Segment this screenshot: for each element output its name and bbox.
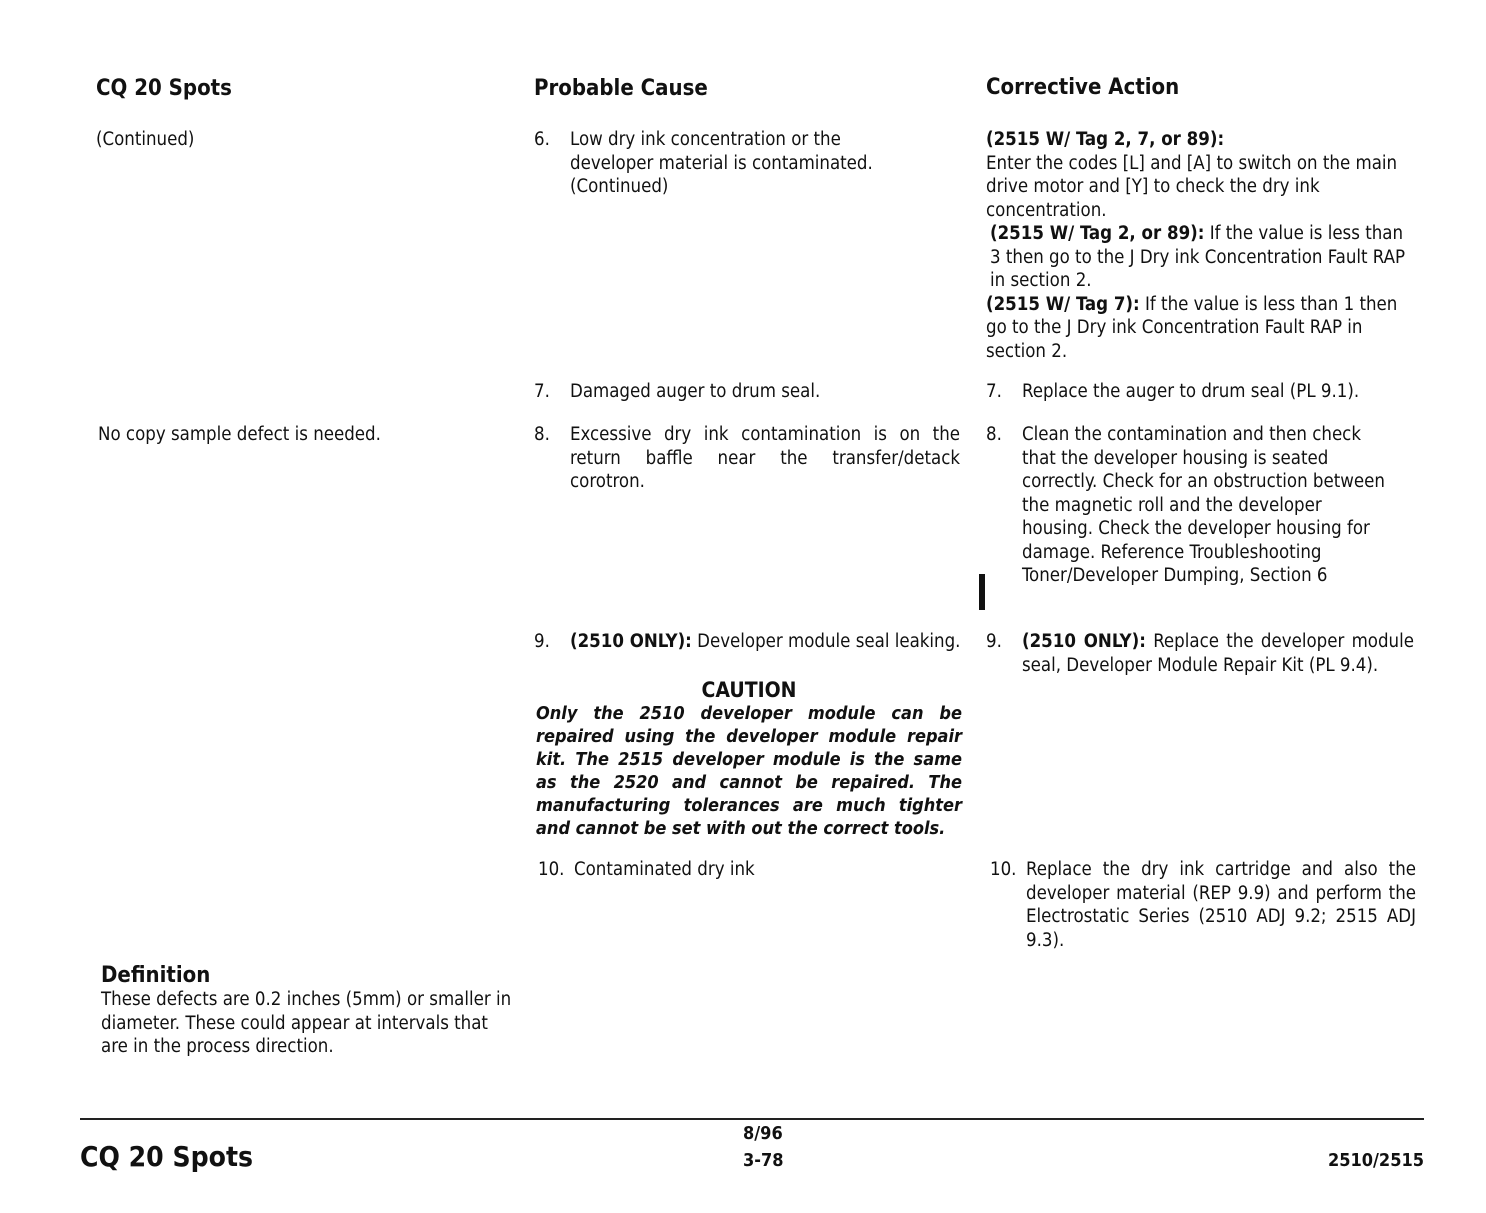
cause-number: 8. [534, 424, 550, 445]
action-number: 10. [990, 859, 1017, 880]
cause-item-8 [534, 423, 960, 494]
action-text: Enter the codes [L] and [A] to switch on the main drive motor and [Y] to check the dry ink concentration. [986, 152, 1398, 221]
cause-item-9 [534, 630, 962, 654]
change-bar [979, 574, 985, 610]
definition-title: Definition [101, 963, 211, 988]
definition-block [101, 963, 519, 1059]
action-text: If the value is less than 3 then go to the J Dry ink Concentration Fault RAP in section 2. [990, 223, 1406, 291]
no-sample-note: No copy sample defect is needed. [98, 424, 381, 445]
action-text: Clean the contamination and then check that the developer housing is seated correctly. Check for an obstruction between the magnetic roll and the developer housing. Check the developer housing for damage. Reference Troubleshooting Toner/Developer Dumping, Section 6 [1022, 424, 1385, 586]
action-item-7 [986, 380, 1416, 404]
cause-number: 10. [538, 859, 565, 880]
action-tag: (2515 W/ Tag 7): [986, 293, 1140, 315]
cause-text: Damaged auger to drum seal. [570, 381, 821, 402]
cause-number: 9. [534, 631, 550, 652]
action-tag: (2515 W/ Tag 2, 7, or 89): [986, 129, 1225, 150]
footer-model: 2510/2515 [1327, 1150, 1424, 1171]
column-header-symptom: CQ 20 Spots [96, 76, 232, 101]
cause-item-7 [534, 380, 964, 404]
definition-text: These defects are 0.2 inches (5mm) or smaller in diameter. These could appear at intervals that are in the process direction. [101, 989, 512, 1057]
footer-rule [80, 1118, 1424, 1120]
action-text: Replace the dry ink cartridge and also the developer material (REP 9.9) and perform the Electrostatic Series (2510 ADJ 9.2; 2515 ADJ 9.3). [1026, 859, 1416, 951]
action-text: If the value is less than 1 then go to the J Dry ink Concentration Fault RAP in section 2. [986, 293, 1398, 362]
cause-number: 6. [534, 129, 550, 150]
cause-item-10 [538, 858, 964, 882]
action-number: 9. [986, 631, 1002, 652]
cause-text: Developer module seal leaking. [697, 631, 961, 652]
action-number: 8. [986, 424, 1002, 445]
column-header-probable-cause: Probable Cause [534, 76, 708, 101]
action-item-6 [986, 128, 1416, 363]
cause-line: (Continued) [570, 176, 669, 197]
footer-page-number: 3-78 [743, 1150, 784, 1171]
continued-label: (Continued) [96, 129, 195, 150]
footer-date: 8/96 [743, 1123, 783, 1144]
cause-line: developer material is contaminated. [570, 152, 873, 174]
action-text: Replace the auger to drum seal (PL 9.1). [1022, 381, 1360, 402]
cause-text: Excessive dry ink contamination is on the return baffle near the transfer/detack corotron. [570, 424, 960, 492]
action-tag: (2510 ONLY): [1022, 631, 1146, 652]
action-text: Replace the developer module seal, Developer Module Repair Kit (PL 9.4). [1022, 631, 1414, 676]
column-header-corrective-action: Corrective Action [986, 75, 1180, 100]
cause-text: Contaminated dry ink [574, 859, 755, 880]
action-item-8 [986, 423, 1396, 588]
action-tag: (2515 W/ Tag 2, or 89): [990, 223, 1205, 244]
action-number: 7. [986, 381, 1002, 402]
action-item-10 [990, 858, 1416, 952]
footer-title: CQ 20 Spots [80, 1140, 254, 1173]
caution-text: Only the 2510 developer module can be repaired using the developer module repair kit. The 2515 developer module is the same as the 2520 and cannot be repaired. The manufacturing tolerances are much tighter and cannot be set with out the correct tools. [536, 703, 962, 839]
caution-title: CAUTION [701, 678, 797, 702]
caution-block [536, 676, 962, 840]
action-item-9 [986, 630, 1414, 677]
cause-tag: (2510 ONLY): [570, 631, 692, 652]
cause-number: 7. [534, 381, 550, 402]
cause-line: Low dry ink concentration or the [570, 129, 841, 150]
cause-item-6 [534, 128, 964, 199]
